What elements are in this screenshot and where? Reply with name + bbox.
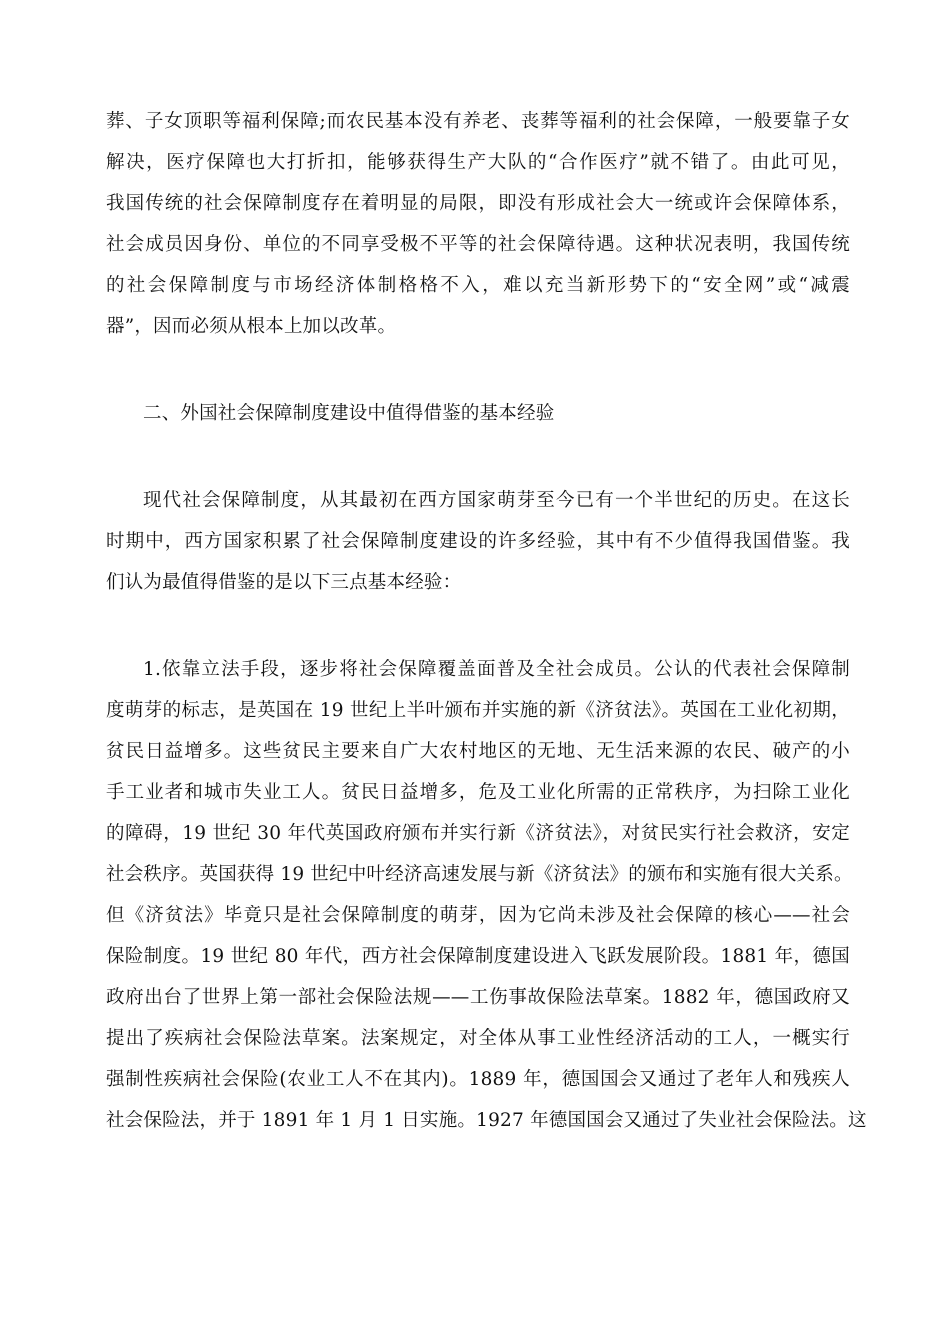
- text-line: 葬、子女顶职等福利保障;而农民基本没有养老、丧葬等福利的社会保障，一般要靠子女: [106, 111, 850, 132]
- text-line: 的障碍，19 世纪 30 年代英国政府颁布并实行新《济贫法》，对贫民实行社会救济，安定: [106, 823, 850, 844]
- paragraph-intro: [106, 480, 850, 603]
- text-line: 手工业者和城市失业工人。贫民日益增多，危及工业化所需的正常秩序，为扫除工业化: [106, 782, 850, 803]
- text-line: 器”，因而必须从根本上加以改革。: [106, 316, 397, 337]
- text-line: 解决，医疗保障也大打折扣，能够获得生产大队的“合作医疗”就不错了。由此可见，: [106, 152, 850, 173]
- text-line: 但《济贫法》毕竟只是社会保障制度的萌芽，因为它尚未涉及社会保障的核心——社会: [106, 905, 850, 926]
- text-line: 社会成员因身份、单位的不同享受极不平等的社会保障待遇。这种状况表明，我国传统: [106, 234, 850, 255]
- text-line: 1.依靠立法手段，逐步将社会保障覆盖面普及全社会成员。公认的代表社会保障制: [143, 659, 850, 680]
- paragraph-gap: [106, 434, 850, 480]
- text-line: 现代社会保障制度，从其最初在西方国家萌芽至今已有一个半世纪的历史。在这长: [143, 490, 850, 511]
- text-line: 政府出台了世界上第一部社会保险法规——工伤事故保险法草案。1882 年，德国政府又: [106, 987, 850, 1008]
- section-heading-text: 二、外国社会保障制度建设中值得借鉴的基本经验: [143, 403, 555, 424]
- text-line: 提出了疾病社会保险法草案。法案规定，对全体从事工业性经济活动的工人，一概实行: [106, 1028, 850, 1049]
- text-line: 们认为最值得借鉴的是以下三点基本经验：: [106, 572, 462, 593]
- paragraph-point-1: [106, 649, 867, 1141]
- paragraph-gap: [106, 603, 850, 649]
- text-line: 我国传统的社会保障制度存在着明显的局限，即没有形成社会大一统或许会保障体系，: [106, 193, 850, 214]
- text-line: 保险制度。19 世纪 80 年代，西方社会保障制度建设进入飞跃发展阶段。1881 年，德国: [106, 946, 850, 967]
- text-line: 强制性疾病社会保险(农业工人不在其内)。1889 年，德国国会又通过了老年人和残疾人: [106, 1069, 850, 1090]
- document-page: [106, 101, 867, 1141]
- text-line: 的社会保障制度与市场经济体制格格不入，难以充当新形势下的“安全网”或“减震: [106, 275, 850, 296]
- text-line: 社会秩序。英国获得 19 世纪中叶经济高速发展与新《济贫法》的颁布和实施有很大关系。: [106, 864, 853, 885]
- section-heading: [106, 393, 850, 434]
- paragraph-traditional-system: [106, 101, 850, 347]
- paragraph-gap: [106, 347, 850, 393]
- text-line: 时期中，西方国家积累了社会保障制度建设的许多经验，其中有不少值得我国借鉴。我: [106, 531, 850, 552]
- text-line: 社会保险法，并于 1891 年 1 月 1 日实施。1927 年德国国会又通过了失业社会保险法。这: [106, 1110, 867, 1131]
- text-line: 贫民日益增多。这些贫民主要来自广大农村地区的无地、无生活来源的农民、破产的小: [106, 741, 850, 762]
- text-line: 度萌芽的标志，是英国在 19 世纪上半叶颁布并实施的新《济贫法》。英国在工业化初期，: [106, 700, 850, 721]
